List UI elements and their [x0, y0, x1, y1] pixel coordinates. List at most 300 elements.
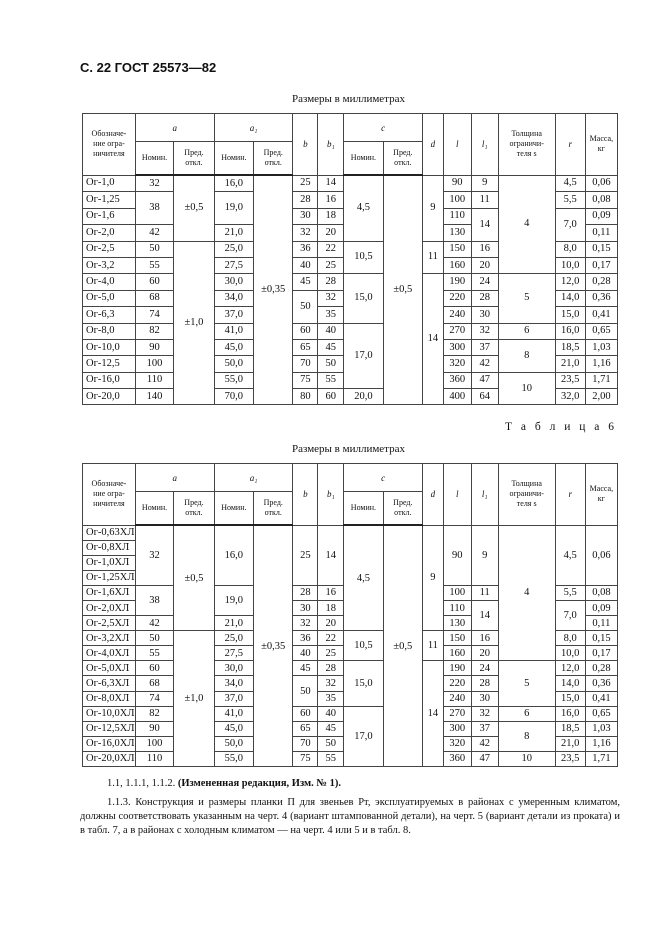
header-c-nominal: Номин. — [344, 142, 383, 176]
cell-a1-nominal: 45,0 — [214, 721, 253, 736]
cell-a1-nominal: 50,0 — [214, 736, 253, 751]
table-row — [83, 706, 618, 721]
cell-b: 50 — [293, 676, 318, 706]
cell-designation: Ог-5,0 — [83, 290, 136, 306]
cell-r: 4,5 — [555, 525, 585, 585]
cell-l1: 28 — [471, 676, 498, 691]
cell-a-nominal: 110 — [135, 372, 173, 388]
cell-d: 14 — [423, 274, 444, 405]
cell-l1: 20 — [471, 257, 498, 273]
cell-designation: Ог-1,6 — [83, 208, 136, 224]
header-l1: l₁ — [471, 114, 498, 176]
cell-designation: Ог-6,3ХЛ — [83, 676, 136, 691]
cell-c-nominal: 17,0 — [344, 323, 383, 389]
cell-a-nominal: 74 — [135, 307, 173, 323]
cell-a-nominal: 38 — [135, 192, 173, 225]
cell-b: 25 — [293, 175, 318, 192]
cell-d: 9 — [423, 175, 444, 241]
cell-a1-nominal: 27,5 — [214, 646, 253, 661]
cell-l: 190 — [443, 274, 471, 290]
cell-a-tolerance: ±0,5 — [174, 175, 214, 241]
cell-r: 21,0 — [555, 736, 585, 751]
cell-mass: 0,65 — [585, 706, 617, 721]
cell-thickness: 8 — [498, 339, 555, 372]
cell-designation: Ог-5,0ХЛ — [83, 661, 136, 676]
cell-b: 80 — [293, 389, 318, 405]
cell-b: 28 — [293, 192, 318, 208]
cell-d: 9 — [423, 525, 444, 631]
cell-designation: Ог-4,0 — [83, 274, 136, 290]
cell-designation: Ог-10,0 — [83, 339, 136, 355]
cell-mass: 0,28 — [585, 661, 617, 676]
cell-r: 4,5 — [555, 175, 585, 192]
header-l: l — [443, 114, 471, 176]
cell-l: 220 — [443, 290, 471, 306]
cell-b1: 50 — [318, 736, 344, 751]
cell-b1: 60 — [318, 389, 344, 405]
header-c-tolerance: Пред. откл. — [383, 492, 422, 526]
cell-b: 65 — [293, 339, 318, 355]
cell-a1-nominal: 27,5 — [214, 257, 253, 273]
cell-designation: Ог-1,0ХЛ — [83, 555, 136, 570]
cell-a-nominal: 60 — [135, 661, 173, 676]
cell-b: 32 — [293, 616, 318, 631]
cell-a1-nominal: 19,0 — [214, 192, 253, 225]
cell-l: 90 — [443, 525, 471, 585]
header-d: d — [423, 464, 444, 526]
cell-thickness: 6 — [498, 706, 555, 721]
cell-l1: 20 — [471, 646, 498, 661]
cell-mass: 0,36 — [585, 676, 617, 691]
cell-l1: 24 — [471, 274, 498, 290]
cell-l: 130 — [443, 616, 471, 631]
cell-designation: Ог-12,5 — [83, 356, 136, 372]
header-a: a — [135, 114, 214, 142]
cell-d: 11 — [423, 241, 444, 274]
cell-a-nominal: 55 — [135, 257, 173, 273]
cell-l: 190 — [443, 661, 471, 676]
cell-r: 7,0 — [555, 600, 585, 630]
cell-thickness: 5 — [498, 661, 555, 706]
cell-mass: 1,03 — [585, 339, 617, 355]
cell-b1: 20 — [318, 616, 344, 631]
cell-mass: 0,15 — [585, 631, 617, 646]
cell-r: 12,0 — [555, 274, 585, 290]
cell-mass: 2,00 — [585, 389, 617, 405]
cell-thickness: 10 — [498, 372, 555, 405]
cell-l: 130 — [443, 225, 471, 241]
cell-l1: 37 — [471, 721, 498, 736]
cell-designation: Ог-2,0ХЛ — [83, 600, 136, 615]
cell-l1: 32 — [471, 706, 498, 721]
cell-a1-nominal: 16,0 — [214, 525, 253, 585]
cell-r: 16,0 — [555, 706, 585, 721]
cell-r: 5,5 — [555, 585, 585, 600]
cell-mass: 0,11 — [585, 616, 617, 631]
cell-designation: Ог-4,0ХЛ — [83, 646, 136, 661]
header-mass: Масса, кг — [585, 464, 617, 526]
header-a1: a₁ — [214, 464, 293, 492]
header-b1: b₁ — [318, 114, 344, 176]
cell-b1: 40 — [318, 323, 344, 339]
cell-l: 240 — [443, 691, 471, 706]
cell-l: 100 — [443, 192, 471, 208]
cell-b: 45 — [293, 661, 318, 676]
cell-a-nominal: 90 — [135, 721, 173, 736]
cell-b: 40 — [293, 257, 318, 273]
cell-b: 45 — [293, 274, 318, 290]
cell-a1-nominal: 50,0 — [214, 356, 253, 372]
cell-a-nominal: 82 — [135, 706, 173, 721]
header-d: d — [423, 114, 444, 176]
cell-a-nominal: 68 — [135, 676, 173, 691]
cell-l1: 47 — [471, 372, 498, 388]
cell-mass: 0,09 — [585, 600, 617, 615]
cell-r: 15,0 — [555, 307, 585, 323]
cell-l: 110 — [443, 208, 471, 224]
cell-a-tolerance: ±1,0 — [174, 241, 214, 405]
cell-r: 15,0 — [555, 691, 585, 706]
header-l: l — [443, 464, 471, 526]
header-a1-nominal: Номин. — [214, 142, 253, 176]
cell-r: 12,0 — [555, 661, 585, 676]
table-row — [83, 175, 618, 192]
table-row — [83, 661, 618, 676]
cell-mass: 1,16 — [585, 356, 617, 372]
cell-a-nominal: 50 — [135, 631, 173, 646]
cell-b: 75 — [293, 751, 318, 766]
cell-b: 36 — [293, 241, 318, 257]
cell-a1-nominal: 41,0 — [214, 323, 253, 339]
cell-l1: 42 — [471, 736, 498, 751]
cell-c-nominal: 15,0 — [344, 274, 383, 323]
cell-l1: 14 — [471, 208, 498, 241]
cell-b1: 16 — [318, 585, 344, 600]
cell-designation: Ог-16,0 — [83, 372, 136, 388]
cell-mass: 0,28 — [585, 274, 617, 290]
page-header: С. 22 ГОСТ 25573—82 — [80, 60, 217, 75]
header-a-tolerance: Пред. откл. — [174, 492, 214, 526]
cell-c-nominal: 17,0 — [344, 706, 383, 766]
cell-a-nominal: 42 — [135, 225, 173, 241]
cell-mass: 1,71 — [585, 751, 617, 766]
cell-designation: Ог-1,25 — [83, 192, 136, 208]
cell-l1: 30 — [471, 691, 498, 706]
cell-a1-nominal: 34,0 — [214, 676, 253, 691]
cell-designation: Ог-3,2 — [83, 257, 136, 273]
cell-r: 14,0 — [555, 676, 585, 691]
cell-l1: 28 — [471, 290, 498, 306]
cell-b1: 28 — [318, 274, 344, 290]
cell-d: 11 — [423, 631, 444, 661]
cell-l1: 64 — [471, 389, 498, 405]
cell-b1: 28 — [318, 661, 344, 676]
cell-a1-nominal: 55,0 — [214, 372, 253, 388]
cell-b: 30 — [293, 600, 318, 615]
cell-b1: 14 — [318, 525, 344, 585]
cell-l: 240 — [443, 307, 471, 323]
cell-b: 40 — [293, 646, 318, 661]
cell-b1: 14 — [318, 175, 344, 192]
cell-designation: Ог-10,0ХЛ — [83, 706, 136, 721]
cell-designation: Ог-1,0 — [83, 175, 136, 192]
cell-a1-nominal: 25,0 — [214, 241, 253, 257]
cell-mass: 0,65 — [585, 323, 617, 339]
header-r: r — [555, 464, 585, 526]
cell-designation: Ог-8,0ХЛ — [83, 691, 136, 706]
header-designation: Обозначе- ние огра- ничителя — [83, 464, 136, 526]
cell-b: 25 — [293, 525, 318, 585]
cell-a-nominal: 140 — [135, 389, 173, 405]
cell-b1: 40 — [318, 706, 344, 721]
header-a-tolerance: Пред. откл. — [174, 142, 214, 176]
cell-b1: 25 — [318, 257, 344, 273]
cell-c-nominal: 10,5 — [344, 631, 383, 661]
dimensions-table-1 — [82, 113, 618, 405]
cell-b1: 35 — [318, 307, 344, 323]
cell-l: 300 — [443, 721, 471, 736]
clause-1-1-3: 1.1.3. Конструкция и размеры планки П для звеньев Рт, эксплуатируемых в районах с умеренным климатом, должны соответствовать указанным на черт. 4 (вариант штампованной детали), на черт. 5 (вариант детали из проката) и в табл. 7, а в районах с холодным климатом — на черт. 4 или 5 и в табл. 8. — [80, 797, 620, 836]
header-b: b — [293, 114, 318, 176]
units-caption-1: Размеры в миллиметрах — [292, 93, 405, 105]
cell-r: 8,0 — [555, 631, 585, 646]
cell-r: 21,0 — [555, 356, 585, 372]
cell-a-nominal: 42 — [135, 616, 173, 631]
cell-designation: Ог-2,5ХЛ — [83, 616, 136, 631]
cell-b1: 55 — [318, 372, 344, 388]
cell-r: 16,0 — [555, 323, 585, 339]
header-a1-nominal: Номин. — [214, 492, 253, 526]
cell-designation: Ог-1,25ХЛ — [83, 570, 136, 585]
cell-b: 30 — [293, 208, 318, 224]
cell-l: 270 — [443, 706, 471, 721]
cell-b: 65 — [293, 721, 318, 736]
cell-a1-nominal: 37,0 — [214, 307, 253, 323]
header-a1-tolerance: Пред. откл. — [254, 142, 293, 176]
cell-l1: 42 — [471, 356, 498, 372]
cell-mass: 0,09 — [585, 208, 617, 224]
cell-mass: 0,08 — [585, 192, 617, 208]
cell-a-nominal: 68 — [135, 290, 173, 306]
cell-b: 70 — [293, 356, 318, 372]
cell-a-tolerance: ±0,5 — [174, 525, 214, 631]
cell-b1: 18 — [318, 208, 344, 224]
cell-r: 10,0 — [555, 257, 585, 273]
cell-a-nominal: 32 — [135, 525, 173, 585]
cell-b: 36 — [293, 631, 318, 646]
table-6-label: Т а б л и ц а 6 — [504, 421, 617, 433]
cell-designation: Ог-3,2ХЛ — [83, 631, 136, 646]
header-l1: l₁ — [471, 464, 498, 526]
cell-mass: 0,11 — [585, 225, 617, 241]
table-row — [83, 525, 618, 540]
cell-l1: 9 — [471, 175, 498, 192]
header-c: c — [344, 464, 423, 492]
cell-l1: 16 — [471, 241, 498, 257]
cell-c-nominal: 10,5 — [344, 241, 383, 274]
cell-r: 23,5 — [555, 372, 585, 388]
cell-mass: 0,06 — [585, 525, 617, 585]
cell-l: 320 — [443, 736, 471, 751]
cell-designation: Ог-2,5 — [83, 241, 136, 257]
cell-l1: 11 — [471, 192, 498, 208]
cell-b: 60 — [293, 706, 318, 721]
cell-b: 28 — [293, 585, 318, 600]
table-row — [83, 323, 618, 339]
cell-mass: 0,41 — [585, 307, 617, 323]
cell-l: 270 — [443, 323, 471, 339]
cell-b1: 22 — [318, 241, 344, 257]
cell-a1-nominal: 25,0 — [214, 631, 253, 646]
cell-r: 8,0 — [555, 241, 585, 257]
cell-a-nominal: 60 — [135, 274, 173, 290]
header-a-nominal: Номин. — [135, 492, 173, 526]
cell-thickness: 5 — [498, 274, 555, 323]
cell-b1: 22 — [318, 631, 344, 646]
cell-d: 14 — [423, 661, 444, 767]
amendment-bold: (Измененная редакция, Изм. № 1). — [177, 778, 341, 789]
cell-a-nominal: 55 — [135, 646, 173, 661]
cell-b1: 18 — [318, 600, 344, 615]
header-thickness: Толщина ограничи- теля s — [498, 464, 555, 526]
cell-mass: 0,06 — [585, 175, 617, 192]
cell-l: 220 — [443, 676, 471, 691]
cell-a-nominal: 38 — [135, 585, 173, 615]
cell-r: 18,5 — [555, 721, 585, 736]
cell-c-nominal: 4,5 — [344, 525, 383, 631]
cell-mass: 0,17 — [585, 646, 617, 661]
cell-l: 160 — [443, 646, 471, 661]
cell-designation: Ог-20,0 — [83, 389, 136, 405]
cell-thickness: 4 — [498, 175, 555, 274]
cell-a1-nominal: 55,0 — [214, 751, 253, 766]
cell-a-nominal: 100 — [135, 736, 173, 751]
cell-l: 100 — [443, 585, 471, 600]
cell-thickness: 6 — [498, 323, 555, 339]
cell-mass: 0,15 — [585, 241, 617, 257]
cell-c-tolerance: ±0,5 — [383, 175, 422, 405]
header-c-nominal: Номин. — [344, 492, 383, 526]
header-designation: Обозначе- ние огра- ничителя — [83, 114, 136, 176]
cell-a1-nominal: 30,0 — [214, 661, 253, 676]
cell-a1-nominal: 19,0 — [214, 585, 253, 615]
cell-a-nominal: 32 — [135, 175, 173, 192]
units-caption-2: Размеры в миллиметрах — [292, 443, 405, 455]
cell-l1: 14 — [471, 600, 498, 630]
cell-a-nominal: 82 — [135, 323, 173, 339]
cell-a-nominal: 110 — [135, 751, 173, 766]
cell-a1-nominal: 45,0 — [214, 339, 253, 355]
cell-l: 160 — [443, 257, 471, 273]
cell-designation: Ог-20,0ХЛ — [83, 751, 136, 766]
header-a1: a₁ — [214, 114, 293, 142]
cell-a1-nominal: 21,0 — [214, 225, 253, 241]
cell-mass: 0,41 — [585, 691, 617, 706]
cell-c-nominal: 20,0 — [344, 389, 383, 405]
cell-designation: Ог-2,0 — [83, 225, 136, 241]
header-a-nominal: Номин. — [135, 142, 173, 176]
cell-l: 400 — [443, 389, 471, 405]
header-b: b — [293, 464, 318, 526]
cell-l1: 9 — [471, 525, 498, 585]
cell-b1: 25 — [318, 646, 344, 661]
cell-r: 5,5 — [555, 192, 585, 208]
cell-c-nominal: 15,0 — [344, 661, 383, 706]
cell-l1: 24 — [471, 661, 498, 676]
header-b1: b₁ — [318, 464, 344, 526]
cell-b: 32 — [293, 225, 318, 241]
cell-r: 18,5 — [555, 339, 585, 355]
cell-b: 50 — [293, 290, 318, 323]
cell-r: 32,0 — [555, 389, 585, 405]
cell-l: 90 — [443, 175, 471, 192]
cell-a1-nominal: 16,0 — [214, 175, 253, 192]
cell-mass: 0,08 — [585, 585, 617, 600]
cell-r: 7,0 — [555, 208, 585, 241]
cell-designation: Ог-0,8ХЛ — [83, 540, 136, 555]
header-r: r — [555, 114, 585, 176]
cell-l1: 11 — [471, 585, 498, 600]
cell-thickness: 10 — [498, 751, 555, 766]
cell-b: 70 — [293, 736, 318, 751]
amendment-note — [80, 777, 620, 791]
cell-c-tolerance: ±0,5 — [383, 525, 422, 767]
cell-l: 150 — [443, 631, 471, 646]
header-c: c — [344, 114, 423, 142]
cell-b1: 32 — [318, 290, 344, 306]
header-mass: Масса, кг — [585, 114, 617, 176]
cell-l1: 37 — [471, 339, 498, 355]
cell-b1: 45 — [318, 339, 344, 355]
cell-a-nominal: 50 — [135, 241, 173, 257]
cell-mass: 0,36 — [585, 290, 617, 306]
cell-mass: 0,17 — [585, 257, 617, 273]
cell-a1-nominal: 37,0 — [214, 691, 253, 706]
cell-designation: Ог-12,5ХЛ — [83, 721, 136, 736]
cell-a-tolerance: ±1,0 — [174, 631, 214, 767]
cell-a1-nominal: 21,0 — [214, 616, 253, 631]
cell-l: 360 — [443, 751, 471, 766]
cell-thickness: 8 — [498, 721, 555, 751]
cell-l: 150 — [443, 241, 471, 257]
cell-a1-nominal: 41,0 — [214, 706, 253, 721]
cell-a-nominal: 74 — [135, 691, 173, 706]
cell-b: 75 — [293, 372, 318, 388]
cell-r: 10,0 — [555, 646, 585, 661]
cell-b1: 32 — [318, 676, 344, 691]
header-c-tolerance: Пред. откл. — [383, 142, 422, 176]
cell-designation: Ог-8,0 — [83, 323, 136, 339]
cell-a1-tolerance: ±0,35 — [254, 175, 293, 405]
cell-b1: 50 — [318, 356, 344, 372]
cell-mass: 1,71 — [585, 372, 617, 388]
cell-b1: 45 — [318, 721, 344, 736]
cell-b1: 20 — [318, 225, 344, 241]
cell-l1: 32 — [471, 323, 498, 339]
cell-r: 23,5 — [555, 751, 585, 766]
cell-designation: Ог-1,6ХЛ — [83, 585, 136, 600]
cell-designation: Ог-6,3 — [83, 307, 136, 323]
cell-designation: Ог-0,63ХЛ — [83, 525, 136, 540]
header-a: a — [135, 464, 214, 492]
header-thickness: Толщина ограничи- теля s — [498, 114, 555, 176]
cell-b1: 35 — [318, 691, 344, 706]
cell-mass: 1,16 — [585, 736, 617, 751]
cell-c-nominal: 4,5 — [344, 175, 383, 241]
cell-b1: 16 — [318, 192, 344, 208]
cell-a-nominal: 90 — [135, 339, 173, 355]
cell-l: 320 — [443, 356, 471, 372]
